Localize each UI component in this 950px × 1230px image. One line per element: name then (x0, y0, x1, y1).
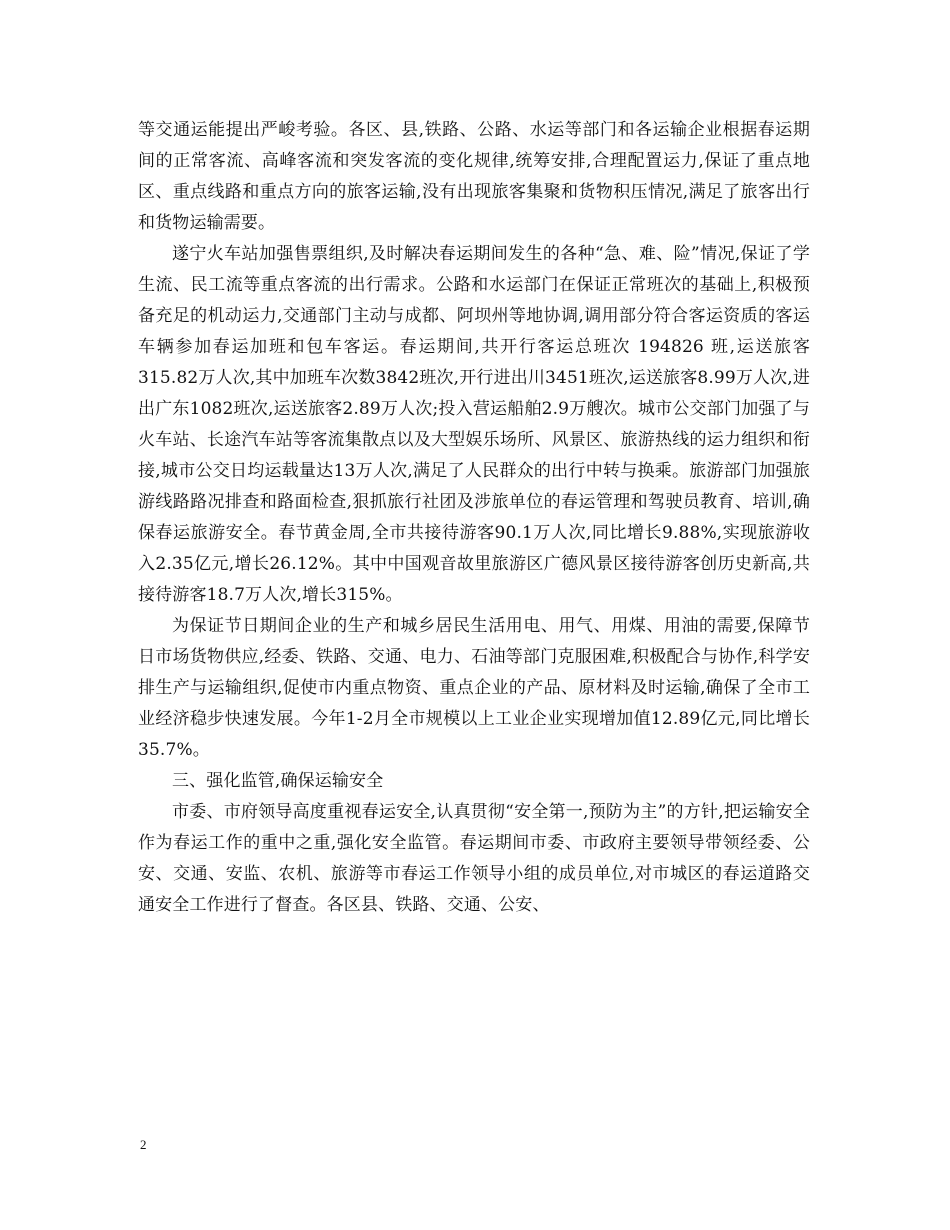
section-heading: 三、强化监管,确保运输安全 (172, 771, 384, 791)
paragraph-railway-transport: 遂宁火车站加强售票组织,及时解决春运期间发生的各种“急、难、险”情况,保证了学生流、民工流等重点客流的出行需求。公路和水运部门在保证正常班次的基础上,积极预备充足的机动运力,交通部门主动与成都、阿坝州等地协调,调用部分符合客运资质的客运车辆参加春运加班和包车客运。春运期间,共开行客运总班次 194826 班,运送旅客315.82万人次,其中加班车次数3842班次,开行进出川3451班次,运送旅客8.99万人次,进出广东1082班次,运送旅客2.89万人次;投入营运船舶2.9万艘次。城市公交部门加强了与火车站、长途汽车站等客流集散点以及大型娱乐场所、风景区、旅游热线的运力组织和衔接,城市公交日均运载量达13万人次,满足了人民群众的出行中转与换乘。旅游部门加强旅游线路路况排查和路面检查,狠抓旅行社团及涉旅单位的春运管理和驾驶员教育、培训,确保春运旅游安全。春节黄金周,全市共接待游客90.1万人次,同比增长9.88%,实现旅游收入2.35亿元,增长26.12%。其中中国观音故里旅游区广德风景区接待游客创历史新高,共接待游客18.7万人次,增长315%。 (138, 244, 810, 605)
document-body (138, 115, 810, 921)
paragraph-safety-supervision: 市委、市府领导高度重视春运安全,认真贯彻“安全第一,预防为主”的方针,把运输安全作为春运工作的重中之重,强化安全监管。春运期间市委、市政府主要领导带领经委、公安、交通、安监、农机、旅游等市春运工作领导小组的成员单位,对市城区的春运道路交通安全工作进行了督查。各区县、铁路、交通、公安、 (138, 802, 810, 915)
paragraph-continuation: 等交通运能提出严峻考验。各区、县,铁路、公路、水运等部门和各运输企业根据春运期间的正常客流、高峰客流和突发客流的变化规律,统筹安排,合理配置运力,保证了重点地区、重点线路和重点方向的旅客运输,没有出现旅客集聚和货物积压情况,满足了旅客出行和货物运输需要。 (138, 120, 810, 233)
paragraph-enterprise-supply: 为保证节日期间企业的生产和城乡居民生活用电、用气、用煤、用油的需要,保障节日市场货物供应,经委、铁路、交通、电力、石油等部门克服困难,积极配合与协作,科学安排生产与运输组织,促使市内重点物资、重点企业的产品、原材料及时运输,确保了全市工业经济稳步快速发展。今年1-2月全市规模以上工业企业实现增加值12.89亿元,同比增长35.7%。 (138, 616, 810, 760)
page-number: 2 (140, 1137, 147, 1152)
